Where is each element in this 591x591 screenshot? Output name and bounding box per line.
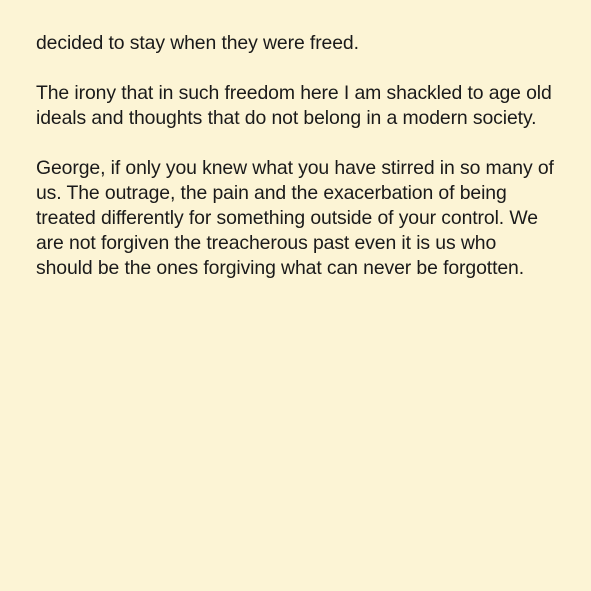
paragraph-1: decided to stay when they were freed.	[36, 32, 359, 54]
paragraph-2: The irony that in such freedom here I am shackled to age old ideals and thoughts that do not belong in a modern society.	[36, 82, 552, 129]
paragraph-3: George, if only you knew what you have stirred in so many of us. The outrage, the pain and the exacerbation of being treated differently for something outside of your control. We are not forgiven the treacherous past even it is us who should be the ones forgiving what can never be forgotten.	[36, 157, 554, 279]
